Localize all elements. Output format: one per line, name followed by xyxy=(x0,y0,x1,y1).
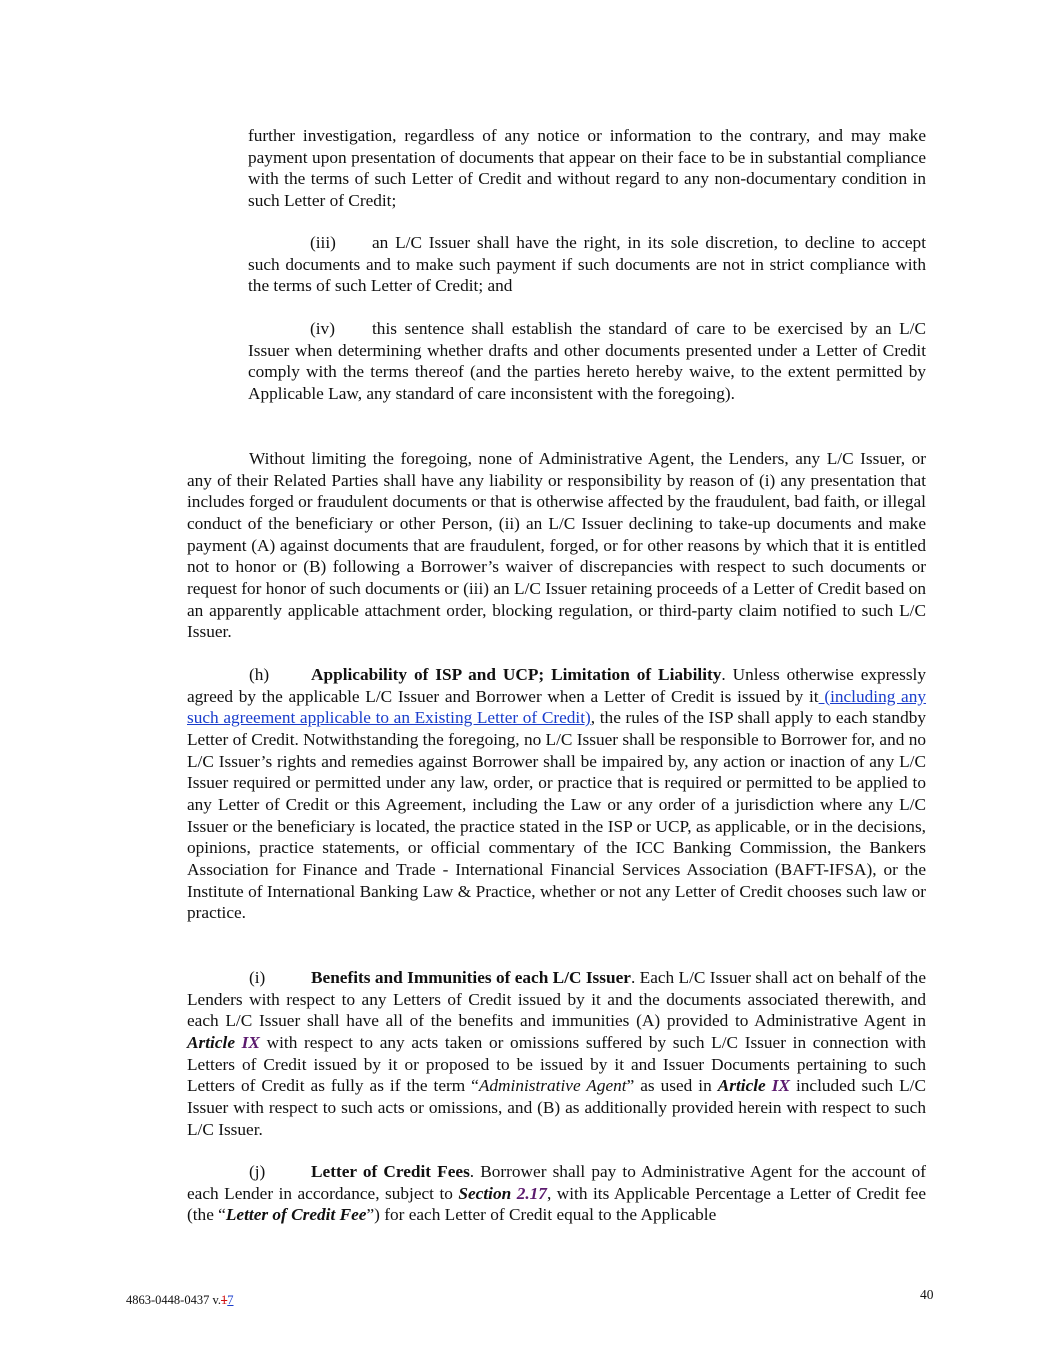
paragraph-iii xyxy=(248,232,926,297)
tracked-deletion: 1 xyxy=(221,1293,228,1307)
paragraph-text: , the rules of the ISP shall apply to each standby Letter of Credit. Notwithstanding the foregoing, no L/C Issuer shall be responsible to Borrower for, and no L/C Issuer’s rights and remedies against Borrower shall be impaired by, any action or inaction of any L/C Issuer required or permitted under any law, order, or practice that is required or permitted to be applied to any Letter of Credit or this Agreement, including the Law or any order of a jurisdiction where any L/C Issuer or the beneficiary is located, the practice stated in the ISP or UCP, as applicable, or in the decisions, opinions, practice statements, or official commentary of the ICC Banking Commission, the Bankers Association for Finance and Trade - International Financial Services Association (BAFT-IFSA), or the Institute of International Banking Law & Practice, whether or not any Letter of Credit chooses such law or practice. xyxy=(187,708,926,923)
clause-number: (iv) xyxy=(310,319,335,338)
paragraph-text: ” as used in xyxy=(626,1076,718,1096)
paragraph-text: . Each L/C Issuer shall act on behalf of the Lenders with respect to any Letters of Credit issued by it and the documents associated therewith, and each L/C Issuer shall have all of the benefits and immunities (A) provided to Administrative Agent in xyxy=(187,968,926,1031)
paragraph-text: included such L/C Issuer with respect to such acts or omissions, and (B) as additionally provided herein with respect to such L/C Issuer. xyxy=(187,1076,927,1139)
tracked-insertion: 7 xyxy=(227,1293,234,1307)
paragraph-text: . Unless otherwise expressly agreed by the applicable L/C Issuer and Borrower when a Letter of Credit is issued by it xyxy=(187,665,926,706)
paragraph-h xyxy=(187,664,926,924)
paragraph-text: an L/C Issuer shall have the right, in its sole discretion, to decline to accept such documents and to make such payment if such documents are not in strict compliance with the terms of such Letter of Credit; and xyxy=(248,233,926,296)
tracked-insertion: (including any such agreement applicable to an Existing Letter of Credit) xyxy=(187,686,927,728)
clause-number: (h) xyxy=(249,665,270,684)
clause-number: (i) xyxy=(249,968,266,987)
paragraph-i xyxy=(187,967,926,1140)
cross-reference: Article IX xyxy=(717,1076,790,1096)
defined-term: Letter of Credit Fee xyxy=(225,1205,367,1225)
paragraph-text: ”) for each Letter of Credit equal to the Applicable xyxy=(366,1205,717,1225)
clause-number: (j) xyxy=(249,1162,266,1181)
paragraph-ii-continuation xyxy=(248,125,926,212)
page-number: 40 xyxy=(920,1287,934,1302)
defined-term: Administrative Agent xyxy=(478,1076,627,1096)
paragraph-text: further investigation, regardless of any notice or information to the contrary, and may make payment upon presentation of documents that appear on their face to be in substantial compliance with the terms of such Letter of Credit and without regard to any non-documentary condition in such Letter of Credit; xyxy=(248,126,926,210)
paragraph-j xyxy=(187,1161,926,1226)
doc-id-text: 4863-0448-0437 v. xyxy=(126,1293,222,1307)
paragraph-text: this sentence shall establish the standard of care to be exercised by an L/C Issuer when determining whether drafts and other documents presented under a Letter of Credit comply with the terms thereof (and the parties hereto hereby waive, to the extent permitted by Applicable Law, any standard of care inconsistent with the foregoing). xyxy=(248,319,926,403)
section-heading: Letter of Credit Fees xyxy=(311,1162,470,1181)
section-heading: Benefits and Immunities of each L/C Issuer xyxy=(311,968,631,987)
cross-reference: Section 2.17 xyxy=(458,1183,547,1203)
paragraph-text: Without limiting the foregoing, none of Administrative Agent, the Lenders, any L/C Issuer, or any of their Related Parties shall have any liability or responsibility by reason of (i) any presentation that includes forged or fraudulent documents or that is otherwise affected by the fraudulent, bad faith, or illegal conduct of the beneficiary or other Person, (ii) an L/C Issuer declining to take-up documents and make payment (A) against documents that are fraudulent, forged, or for other reasons by which that it is entitled not to honor or (B) following a Borrower’s waiver of discrepancies with respect to such documents or request for honor of such documents or (iii) an L/C Issuer retaining proceeds of a Letter of Credit based on an apparently applicable attachment order, blocking regulation, or third-party claim notified to such L/C Issuer. xyxy=(187,449,926,642)
paragraph-text: , with its Applicable Percentage a Letter of Credit fee (the “ xyxy=(187,1183,926,1225)
section-heading: Applicability of ISP and UCP; Limitation of Liability xyxy=(311,665,722,684)
clause-number: (iii) xyxy=(310,233,336,252)
cross-reference: Article IX xyxy=(187,1032,260,1052)
paragraph-text: with respect to any acts taken or omissions suffered by such L/C Issuer in connection with Letters of Credit issued by it or proposed to be issued by it and Issuer Documents pertaining to such Letters of Credit as fully as if the term “ xyxy=(187,1032,926,1096)
footer-doc-id xyxy=(126,1293,234,1308)
paragraph-without-limiting xyxy=(187,448,926,643)
paragraph-iv xyxy=(248,318,926,405)
paragraph-text: . Borrower shall pay to Administrative Agent for the account of each Lender in accordance, subject to xyxy=(187,1162,926,1203)
